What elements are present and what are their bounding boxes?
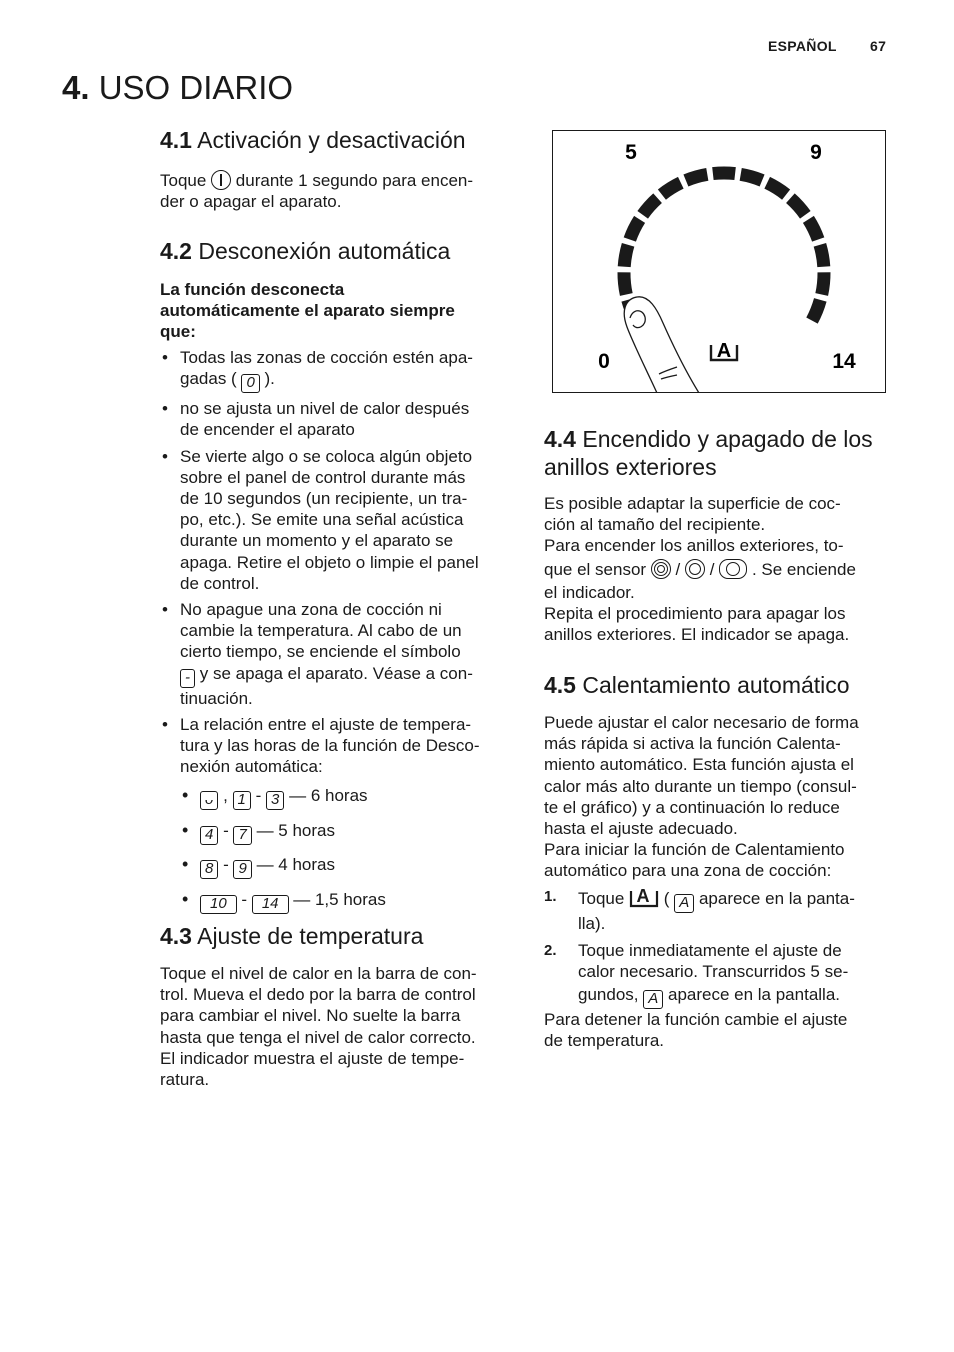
text-line: para cambiar el nivel. No suelte la barra [160, 1006, 461, 1026]
text-line: • No apague una zona de cocción ni [180, 600, 442, 620]
display-symbol: ᴗ [200, 791, 218, 810]
section-4-1-text [160, 170, 520, 212]
separator: - [255, 786, 262, 806]
text-line: lla). [578, 913, 606, 933]
display-zero-symbol: 0 [241, 374, 259, 393]
dial-label-14: 14 [832, 350, 856, 373]
dial-segment [790, 198, 805, 215]
list-item [160, 398, 520, 440]
display-symbol: 14 [252, 895, 289, 914]
dial-segment [624, 245, 628, 267]
text-line: cambie la temperatura. Al cabo de un [180, 621, 462, 641]
step-2 [544, 940, 899, 1009]
dial-segment [643, 198, 658, 215]
dial-segment [662, 183, 681, 195]
dial-segment [686, 174, 707, 180]
sublist-item [180, 885, 520, 915]
section-title: Desconexión automática [198, 238, 451, 264]
section-4-4-heading [544, 425, 899, 481]
text-line: que: [160, 322, 196, 342]
text-line: Toque el nivel de calor en la barra de con- [160, 964, 477, 983]
dial-segment [630, 219, 640, 239]
section-number: 4.1 [160, 127, 192, 153]
chapter-title [62, 66, 293, 110]
list-item [160, 347, 520, 393]
section-number: 4.3 [160, 923, 192, 949]
chapter-title-text: USO DIARIO [98, 69, 294, 106]
dial-segment [767, 183, 786, 195]
text-line: hasta que tenga el nivel de calor correcto. [160, 1027, 476, 1047]
display-a-symbol: A [674, 894, 694, 913]
text-line: ratura. [160, 1070, 210, 1090]
display-symbol: 8 [200, 860, 218, 879]
text-line: apaga. Retire el objeto o limpie el panel [180, 552, 479, 572]
auto-heat-icon [711, 340, 737, 362]
display-symbol: 4 [200, 826, 218, 845]
double-ring-sensor-icon [685, 559, 705, 579]
text-line: el indicador. [544, 582, 635, 602]
step-1 [544, 886, 899, 934]
text-line: hasta el ajuste adecuado. [544, 819, 738, 839]
text-line: de control. [180, 573, 260, 593]
text-line: po, etc.). Se emite una señal acústica [180, 510, 464, 530]
section-4-3-text [160, 963, 520, 1090]
dial-label-9: 9 [810, 141, 822, 164]
triple-ring-sensor-icon [651, 559, 671, 579]
dial-segment [812, 300, 820, 321]
text-line: de encender el aparato [180, 420, 355, 440]
text-line: durante un momento y el aparato se [180, 531, 454, 551]
text-line: • Todas las zonas de cocción estén apa- [180, 348, 473, 367]
text-line: Toque inmediatamente el ajuste de [578, 940, 842, 960]
text-line: Repita el procedimiento para apagar los [544, 603, 846, 623]
section-4-3-heading [160, 922, 520, 950]
text-fragment: y se apaga el aparato. Véase a con- [199, 663, 473, 683]
dial-segment [808, 219, 818, 239]
chapter-number: 4. [62, 69, 90, 106]
dial-label-0: 0 [598, 350, 610, 373]
text-fragment: durante 1 segundo para encen- [235, 171, 474, 190]
text-line: Puede ajustar el calor necesario de forma [544, 713, 859, 732]
svg-text:A: A [636, 885, 650, 906]
header-language: ESPAÑOL [768, 38, 837, 54]
duration: — 5 horas [256, 820, 335, 840]
text-line: • no se ajusta un nivel de calor después [180, 399, 470, 419]
text-fragment: ). [264, 369, 275, 389]
text-line: tinuación. [180, 688, 253, 708]
list-item [160, 599, 520, 709]
auto-heat-letter: A [716, 340, 732, 362]
text-fragment: aparece en la panta- [698, 888, 855, 908]
text-line: La función desconecta [160, 280, 345, 299]
display-symbol: 1 [233, 791, 251, 810]
display-symbol: 7 [233, 826, 251, 845]
text-line: automático para una zona de cocción: [544, 861, 832, 881]
separator: / [709, 559, 715, 579]
text-line: anillos exteriores. El indicador se apaga. [544, 625, 850, 645]
text-line: der o apagar el aparato. [160, 192, 342, 212]
text-line: más rápida si activa la función Calenta- [544, 734, 841, 754]
separator: - [223, 855, 229, 875]
text-line: de temperatura. [544, 1031, 665, 1051]
text-line: calor más alto durante un tiempo (consul- [544, 776, 857, 796]
section-number: 4.5 [544, 672, 576, 698]
section-4-4-text [544, 493, 899, 645]
text-line: de 10 segundos (un recipiente, un tra- [180, 489, 468, 509]
sublist-item [180, 781, 520, 811]
display-symbol: 3 [266, 791, 284, 810]
separator: , [223, 786, 228, 806]
text-fragment: Toque [160, 171, 207, 190]
section-title-line2: anillos exteriores [544, 454, 717, 480]
section-number: 4.2 [160, 238, 192, 264]
text-line: Para detener la función cambie el ajuste [544, 1010, 848, 1030]
section-4-2-intro [160, 279, 520, 343]
page-number: 67 [870, 38, 887, 54]
text-fragment: gadas ( [180, 369, 237, 389]
text-line: cierto tiempo, se enciende el símbolo [180, 642, 461, 662]
section-title: Calentamiento automático [582, 672, 850, 698]
sublist-item [180, 816, 520, 846]
text-line: miento automático. Esta función ajusta el [544, 755, 854, 775]
text-line: Para encender los anillos exteriores, to- [544, 536, 844, 556]
dial-segment [713, 173, 735, 174]
text-line: • Se vierte algo o se coloca algún objeto [180, 446, 473, 466]
text-line: trol. Mueva el dedo por la barra de control [160, 985, 476, 1005]
text-line: El indicador muestra el ajuste de tempe- [160, 1048, 465, 1068]
dial-segment [822, 272, 824, 294]
oval-zone-sensor-icon [719, 559, 747, 579]
text-line: Para iniciar la función de Calentamiento [544, 840, 845, 860]
duration: — 4 horas [256, 855, 335, 875]
dial-illustration [553, 131, 885, 392]
dial-segments [624, 173, 824, 321]
control-dial-figure [552, 130, 886, 393]
duration: — 1,5 horas [293, 889, 386, 909]
section-4-5-text [544, 712, 899, 1052]
separator: - [241, 889, 248, 909]
text-line: te el gráfico) y a continuación lo reduce [544, 797, 840, 817]
section-4-5-heading [544, 671, 899, 699]
power-icon [211, 170, 231, 190]
section-4-2-list [160, 347, 520, 919]
text-line: • La relación entre el ajuste de tempera- [180, 714, 472, 734]
dial-segment [820, 245, 824, 267]
separator: - [223, 820, 229, 840]
text-fragment: gundos, [578, 985, 639, 1005]
section-number: 4.4 [544, 426, 576, 452]
dial-segment [741, 174, 762, 180]
step-number: 1. [544, 887, 557, 905]
section-title: Activación y desactivación [197, 127, 466, 153]
display-a-symbol: A [643, 990, 663, 1009]
text-fragment: Toque [578, 888, 625, 908]
dial-label-5: 5 [625, 141, 637, 164]
text-line: automáticamente el aparato siempre [160, 301, 455, 321]
sublist-item [180, 850, 520, 880]
section-title: Encendido y apagado de los [582, 426, 873, 452]
list-item [160, 714, 520, 915]
text-fragment: que el sensor [544, 559, 647, 579]
section-4-1-heading [160, 126, 520, 154]
text-line: tura y las horas de la función de Desco- [180, 736, 480, 756]
text-line: ción al tamaño del recipiente. [544, 515, 766, 535]
text-line: calor necesario. Transcurridos 5 se- [578, 962, 849, 982]
display-symbol: 9 [233, 860, 251, 879]
text-line: nexión automática: [180, 757, 323, 777]
display-symbol: 10 [200, 895, 237, 914]
dial-segment [624, 272, 626, 294]
list-item [160, 446, 520, 594]
display-dash-symbol: - [180, 669, 195, 688]
step-number: 2. [544, 941, 557, 959]
text-line: Es posible adaptar la superficie de coc- [544, 494, 841, 513]
separator: / [675, 559, 681, 579]
section-4-2-heading [160, 237, 520, 265]
duration: — 6 horas [289, 786, 368, 806]
text-line: sobre el panel de control durante más [180, 467, 466, 487]
section-title: Ajuste de temperatura [197, 923, 424, 949]
text-fragment: aparece en la pantalla. [667, 985, 841, 1005]
finger-icon [624, 297, 699, 392]
text-fragment: . Se enciende [751, 559, 856, 579]
text-fragment: ( [663, 888, 670, 908]
auto-heat-icon [629, 886, 659, 908]
